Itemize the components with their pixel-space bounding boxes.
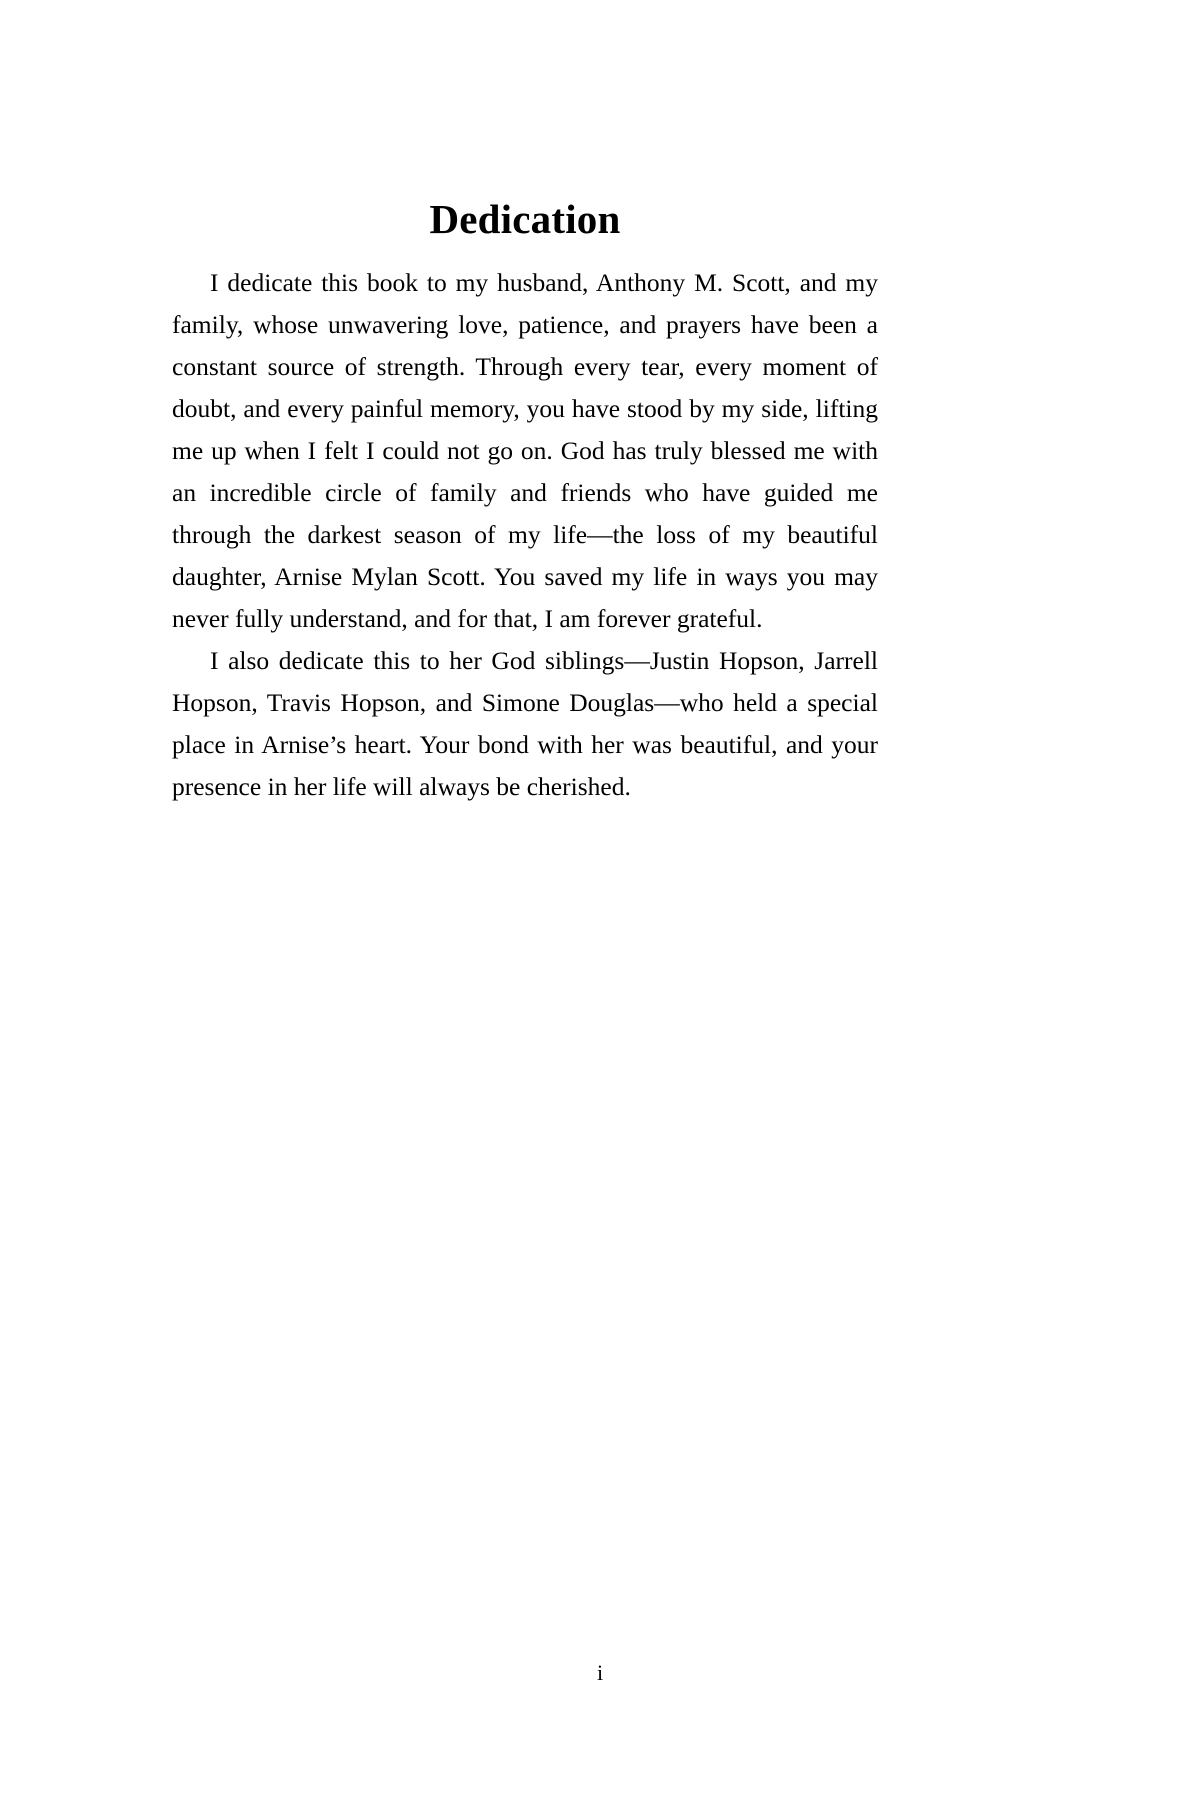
body-text-block [172, 262, 878, 808]
page-title: Dedication [429, 196, 621, 243]
dedication-paragraph-1: I dedicate this book to my husband, Anthony M. Scott, and my family, whose unwavering love, patience, and prayers have been a constant source of strength. Through every tear, every moment of doubt, and every painful memory, you have stood by my side, lifting me up when I felt I could not go on. God has truly blessed me with an incredible circle of family and friends who have guided me through the darkest season of my life—the loss of my beautiful daughter, Arnise Mylan Scott. You saved my life in ways you may never fully understand, and for that, I am forever grateful. [172, 268, 878, 633]
dedication-paragraph-2: I also dedicate this to her God siblings—Justin Hopson, Jarrell Hopson, Travis Hopson, and Simone Douglas—who held a special place in Arnise’s heart. Your bond with her was beautiful, and your presence in her life will always be cherished. [172, 646, 878, 801]
page-number-folio: i [596, 1660, 604, 1685]
